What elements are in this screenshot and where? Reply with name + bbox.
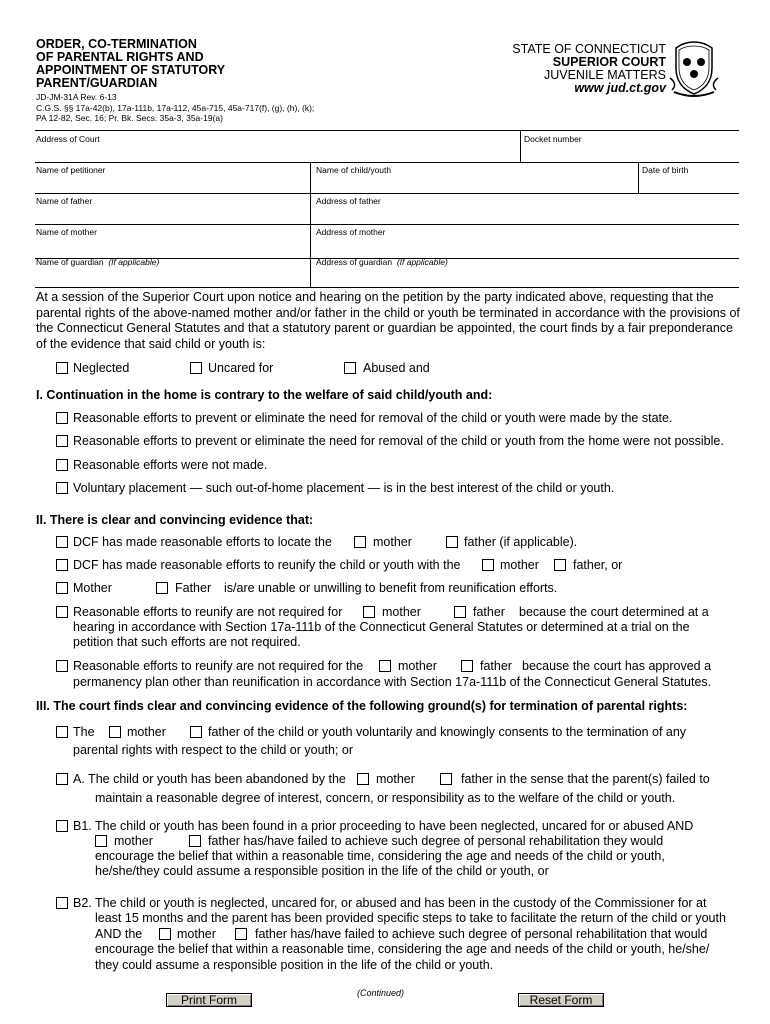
s3-b2-line-4: encourage the belief that within a reasonable time, considering the age and needs of the child or youth, he/she/ [95, 942, 710, 956]
form-title [36, 38, 296, 90]
state-name: STATE OF CONNECTICUT [512, 42, 666, 56]
form-number: JD-JM-31A Rev. 6-13 [36, 92, 117, 102]
s2-item-4-father-checkbox[interactable] [454, 606, 466, 618]
s1-item-3-label: Reasonable efforts were not made. [73, 458, 268, 472]
s3-b1-mother-label: mother [114, 834, 153, 848]
s3-b2-and-the: AND the [95, 927, 143, 941]
s2-item-5-tail: because the court has approved a [522, 659, 712, 673]
neglected-label: Neglected [73, 361, 130, 375]
s3-a-line-2: maintain a reasonable degree of interest, concern, or responsibility as to the welfare of the child or youth. [95, 791, 676, 805]
s3-consent-label: father of the child or youth voluntarily and knowingly consents to the termination of any [208, 725, 687, 739]
uncared-for-label: Uncared for [208, 361, 274, 375]
s3-a-tail: father in the sense that the parent(s) failed to [461, 772, 710, 786]
date-of-birth-field[interactable]: Date of birth [642, 165, 689, 175]
guardian-address-label: Address of guardian [316, 257, 393, 267]
uncared-for-checkbox[interactable] [190, 362, 202, 374]
form-title-line: OF PARENTAL RIGHTS AND [36, 50, 204, 64]
s2-item-3-label: is/are unable or unwilling to benefit from reunification efforts. [224, 581, 558, 595]
s3-b1-label: B1. The child or youth has been found in a prior proceeding to have been neglected, uncared for or abused AND [73, 819, 694, 833]
neglected-checkbox[interactable] [56, 362, 68, 374]
s1-item-2-checkbox[interactable] [56, 435, 68, 447]
s2-item-3-father-checkbox[interactable] [156, 582, 168, 594]
findings-intro: At a session of the Superior Court upon notice and hearing on the petition by the party indicated above, requesting that the parental rights of the above-named mother and/or father in the child or youth be terminated in accordance with the provisions of the Connecticut General Statutes and that a statutory parent or guardian be appointed, the court finds by a fair preponderance of the evidence that said child or youth is: [36, 290, 740, 351]
if-applicable-note: (If applicable) [108, 257, 160, 267]
s2-item-5-father-label: father [480, 659, 512, 673]
form-meta [36, 92, 314, 124]
s2-item-3-mother-checkbox[interactable] [56, 582, 68, 594]
s2-item-5-mother-label: mother [398, 659, 437, 673]
abused-label: Abused and [363, 361, 430, 375]
s3-b1-line-4: he/she/they could assume a responsible position in the life of the child or youth, or [95, 864, 549, 878]
s3-consent-mother-label: mother [127, 725, 166, 739]
s3-a-label: A. The child or youth has been abandoned by the [73, 772, 346, 786]
print-form-button[interactable]: Print Form [166, 993, 252, 1007]
s2-item-2-checkbox[interactable] [56, 559, 68, 571]
s2-item-3-mother-label: Mother [73, 581, 112, 595]
if-applicable-note: (If applicable) [396, 257, 448, 267]
father-name-field[interactable]: Name of father [36, 196, 93, 206]
s3-b1-line-3: encourage the belief that within a reasonable time, considering the age and needs of the child or youth, [95, 849, 665, 863]
s2-item-5-line-2: permanency plan other than reunification in accordance with Section 17a-111b of the Connecticut General Statutes. [73, 675, 712, 689]
section-3-heading: III. The court finds clear and convincing evidence of the following ground(s) for termination of parental rights: [36, 699, 688, 713]
s3-b2-tail: father has/have failed to achieve such degree of personal rehabilitation that would [255, 927, 708, 941]
abused-checkbox[interactable] [344, 362, 356, 374]
mother-address-field[interactable]: Address of mother [316, 227, 386, 237]
s1-item-4-checkbox[interactable] [56, 482, 68, 494]
s3-a-checkbox[interactable] [56, 773, 68, 785]
s3-b2-label: B2. The child or youth is neglected, uncared for, or abused and has been in the custody of the Commissioner for at [73, 896, 707, 910]
mother-name-field[interactable]: Name of mother [36, 227, 97, 237]
s3-b2-line-2: least 15 months and the parent has been provided specific steps to take to facilitate the return of the child or youth [95, 911, 726, 925]
s2-item-4-mother-checkbox[interactable] [363, 606, 375, 618]
s2-item-4-father-label: father [473, 605, 505, 619]
section-1-heading: I. Continuation in the home is contrary to the welfare of said child/youth and: [36, 388, 493, 402]
s3-b1-mother-checkbox[interactable] [95, 835, 107, 847]
s2-item-2-father-label: father, or [573, 558, 623, 572]
s2-item-5-label: Reasonable efforts to reunify are not required for the [73, 659, 364, 673]
connecticut-state-seal-icon [668, 38, 720, 98]
section-2-heading: II. There is clear and convincing evidence that: [36, 513, 314, 527]
s2-item-1-father-checkbox[interactable] [446, 536, 458, 548]
s3-consent-father-checkbox[interactable] [190, 726, 202, 738]
court-header [512, 43, 666, 95]
s2-item-3-father-label: Father [175, 581, 212, 595]
s2-item-4-line-3: petition that such efforts are not required. [73, 635, 301, 649]
s3-consent-mother-checkbox[interactable] [109, 726, 121, 738]
court-website: www jud.ct.gov [574, 81, 666, 95]
s3-a-father-checkbox[interactable] [440, 773, 452, 785]
form-title-line: APPOINTMENT OF STATUTORY [36, 63, 226, 77]
s2-item-2-father-checkbox[interactable] [554, 559, 566, 571]
s3-b1-father-checkbox[interactable] [189, 835, 201, 847]
s2-item-4-tail: because the court determined at a [519, 605, 709, 619]
guardian-row [35, 256, 739, 288]
s3-b2-mother-checkbox[interactable] [159, 928, 171, 940]
s3-b2-father-checkbox[interactable] [235, 928, 247, 940]
guardian-name-label: Name of guardian [36, 257, 104, 267]
statutes-line-2: PA 12-82, Sec. 16; Pr. Bk. Secs. 35a-3, 35a-19(a) [36, 113, 223, 123]
s3-b2-line-5: they could assume a responsible position in the life of the child or youth. [95, 958, 494, 972]
s2-item-1-father-label: father (if applicable). [464, 535, 578, 549]
address-of-court-field[interactable]: Address of Court [36, 134, 100, 144]
s3-consent-the: The [73, 725, 95, 739]
case-info-grid [35, 130, 739, 259]
s2-item-1-mother-label: mother [373, 535, 412, 549]
form-title-line: PARENT/GUARDIAN [36, 76, 158, 90]
court-name: SUPERIOR COURT [552, 55, 666, 69]
s1-item-1-label: Reasonable efforts to prevent or eliminate the need for removal of the child or youth were made by the state. [73, 411, 673, 425]
child-name-field[interactable]: Name of child/youth [316, 165, 392, 175]
s1-item-1-checkbox[interactable] [56, 412, 68, 424]
docket-number-field[interactable]: Docket number [524, 134, 582, 144]
s3-b2-mother-label: mother [177, 927, 216, 941]
s2-item-1-mother-checkbox[interactable] [354, 536, 366, 548]
s3-a-mother-checkbox[interactable] [357, 773, 369, 785]
s3-b1-tail: father has/have failed to achieve such degree of personal rehabilitation they would [208, 834, 664, 848]
father-address-field[interactable]: Address of father [316, 196, 381, 206]
s2-item-5-mother-checkbox[interactable] [379, 660, 391, 672]
s2-item-4-checkbox[interactable] [56, 606, 68, 618]
s3-b2-checkbox[interactable] [56, 897, 68, 909]
s2-item-4-line-2: hearing in accordance with Section 17a-111b of the Connecticut General Statutes or determined at a trial on the [73, 620, 690, 634]
s2-item-5-checkbox[interactable] [56, 660, 68, 672]
s3-consent-line-2: parental rights with respect to the child or youth; or [73, 743, 354, 757]
s1-item-3-checkbox[interactable] [56, 459, 68, 471]
s2-item-2-mother-label: mother [500, 558, 539, 572]
s2-item-2-mother-checkbox[interactable] [482, 559, 494, 571]
form-title-line: ORDER, CO-TERMINATION [36, 37, 197, 51]
s2-item-1-label: DCF has made reasonable efforts to locate the [73, 535, 332, 549]
s1-item-2-label: Reasonable efforts to prevent or eliminate the need for removal of the child or youth from the home were not possible. [73, 434, 724, 448]
s2-item-1-checkbox[interactable] [56, 536, 68, 548]
reset-form-button[interactable]: Reset Form [518, 993, 604, 1007]
s2-item-2-label: DCF has made reasonable efforts to reunify the child or youth with the [73, 558, 461, 572]
s3-a-mother-label: mother [376, 772, 415, 786]
s3-b1-checkbox[interactable] [56, 820, 68, 832]
petitioner-name-field[interactable]: Name of petitioner [36, 165, 106, 175]
s2-item-5-father-checkbox[interactable] [461, 660, 473, 672]
s2-item-4-mother-label: mother [382, 605, 421, 619]
s3-consent-checkbox[interactable] [56, 726, 68, 738]
statutes-line-1: C.G.S. §§ 17a-42(b), 17a-111b, 17a-112, 45a-715, 45a-717(f), (g), (h), (k); [36, 102, 315, 113]
court-division: JUVENILE MATTERS [543, 68, 666, 82]
continued-note: (Continued) [357, 988, 405, 998]
s1-item-4-label: Voluntary placement — such out-of-home placement — is in the best interest of the child or youth. [73, 481, 615, 495]
s2-item-4-label: Reasonable efforts to reunify are not required for [73, 605, 343, 619]
